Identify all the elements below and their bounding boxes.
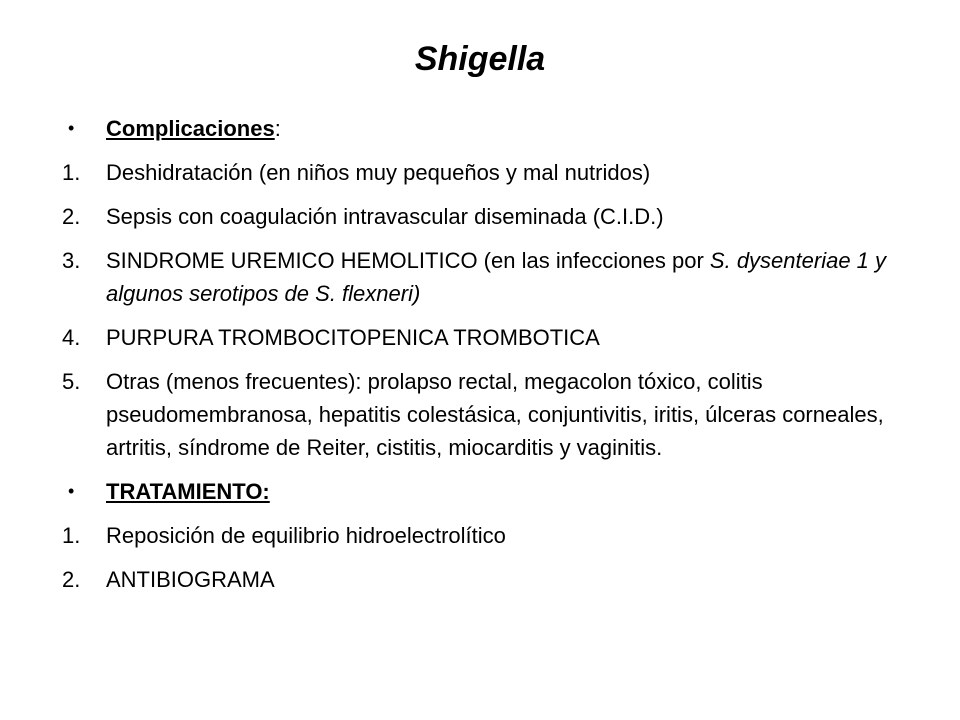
list-item-text: Reposición de equilibrio hidroelectrolítico bbox=[106, 523, 506, 548]
list-number: 3. bbox=[62, 248, 81, 273]
list-number: 2. bbox=[62, 204, 81, 229]
list-item-text-plain: SINDROME UREMICO HEMOLITICO (en las infecciones por bbox=[106, 248, 710, 273]
list-number: 1. bbox=[62, 523, 81, 548]
list-number: 2. bbox=[62, 567, 81, 592]
list-item bbox=[62, 321, 922, 354]
list-item-text: ANTIBIOGRAMA bbox=[106, 567, 275, 592]
bullet-icon: • bbox=[68, 118, 75, 138]
complicaciones-colon: : bbox=[274, 116, 281, 141]
list-item-text: Deshidratación (en niños muy pequeños y mal nutridos) bbox=[106, 160, 651, 185]
list-item bbox=[62, 200, 922, 233]
bullet-complicaciones bbox=[62, 112, 922, 145]
bullet-icon: • bbox=[68, 481, 75, 501]
list-item-text bbox=[106, 244, 922, 310]
list-item-text: Sepsis con coagulación intravascular diseminada (C.I.D.) bbox=[106, 204, 664, 229]
complicaciones-heading: Complicaciones bbox=[106, 116, 275, 141]
list-item bbox=[62, 156, 922, 189]
list-number: 4. bbox=[62, 325, 81, 350]
bullet-tratamiento bbox=[62, 475, 922, 508]
slide-title: Shigella bbox=[414, 40, 546, 78]
list-number: 5. bbox=[62, 369, 81, 394]
list-number: 1. bbox=[62, 160, 81, 185]
list-item-text-italic: S. dysenteriae 1 y algunos serotipos de S. flexneri) bbox=[106, 248, 887, 306]
list-item bbox=[62, 244, 922, 310]
list-item bbox=[62, 365, 922, 464]
tratamiento-heading: TRATAMIENTO: bbox=[106, 479, 270, 504]
list-item bbox=[62, 563, 922, 596]
list-item-text: Otras (menos frecuentes): prolapso rectal, megacolon tóxico, colitis pseudomembranosa, hepatitis colestásica, conjuntivitis, iritis, úlceras corneales, artritis, síndrome de Reiter, cistitis, miocarditis y vaginitis. bbox=[106, 369, 884, 460]
slide-content bbox=[62, 112, 922, 607]
list-item bbox=[62, 519, 922, 552]
complicaciones-heading-line bbox=[106, 112, 922, 145]
list-item-text: PURPURA TROMBOCITOPENICA TROMBOTICA bbox=[106, 325, 600, 350]
